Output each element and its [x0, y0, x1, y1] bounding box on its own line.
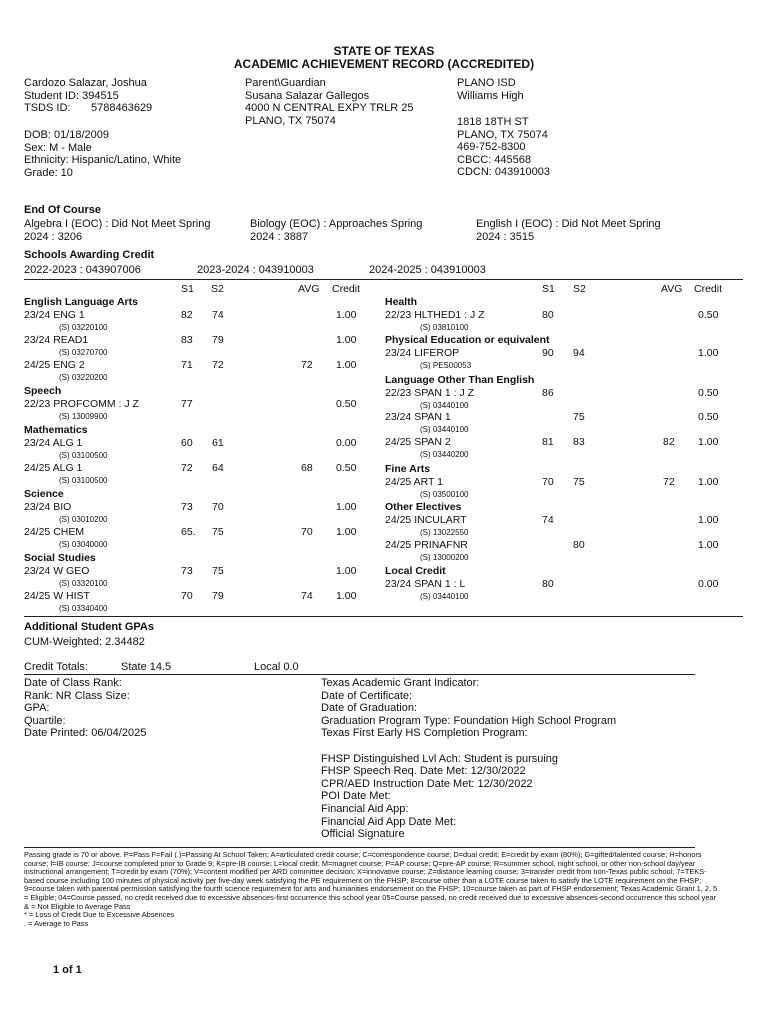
semester-2-grade: 79	[212, 590, 224, 602]
average-grade: 68	[301, 462, 313, 474]
semester-1-grade: 77	[181, 398, 193, 410]
col-avg: AVG	[661, 283, 683, 295]
category-heading: Social Studies	[24, 552, 96, 564]
course-code: (S) 03010200	[59, 515, 108, 524]
schools-heading: Schools Awarding Credit	[24, 249, 155, 261]
course-code: (S) 03220100	[59, 323, 108, 332]
state-credit-total: State 14.5	[121, 661, 172, 673]
category-heading: Science	[24, 488, 64, 500]
semester-2-grade: 75	[573, 476, 585, 488]
grad-line: FHSP Speech Req. Date Met: 12/30/2022	[321, 765, 526, 778]
category-heading: Physical Education or equivalent	[385, 334, 550, 346]
credit-earned: 0.50	[336, 462, 357, 474]
guardian-name: Susana Salazar Gallegos	[245, 89, 370, 102]
course-name: 24/25 CHEM	[24, 526, 85, 538]
course-code: (S) 03440100	[420, 425, 469, 434]
category-heading: Health	[385, 296, 418, 308]
course-name: 24/25 ART 1	[385, 476, 443, 488]
average-grade: 72	[301, 359, 313, 371]
course-code: (S) 03810100	[420, 323, 469, 332]
school-phone: 469-752-8300	[457, 141, 526, 154]
semester-2-grade: 74	[212, 309, 224, 321]
semester-2-grade: 75	[212, 526, 224, 538]
student-demographics	[24, 129, 181, 179]
course-name: 23/24 W GEO	[24, 565, 90, 577]
course-name: 23/24 ENG 1	[24, 309, 85, 321]
semester-2-grade: 79	[212, 334, 224, 346]
col-credit: Credit	[694, 283, 723, 295]
semester-2-grade: 70	[212, 501, 224, 513]
course-name: 23/24 LIFEROP	[385, 347, 460, 359]
col-s2: S2	[573, 283, 586, 295]
course-name: 23/24 BIO	[24, 501, 72, 513]
semester-2-grade: 72	[212, 359, 224, 371]
cdcn: CDCN: 043910003	[457, 166, 550, 179]
grade-legend	[24, 851, 720, 928]
guardian-info	[245, 77, 414, 127]
semester-1-grade: 86	[542, 387, 554, 399]
credit-earned: 1.00	[698, 436, 719, 448]
semester-1-grade: 81	[542, 436, 554, 448]
date-printed: Date Printed: 06/04/2025	[24, 727, 147, 740]
credit-earned: 1.00	[698, 476, 719, 488]
credit-earned: 1.00	[698, 347, 719, 359]
credit-earned: 1.00	[336, 526, 357, 538]
semester-1-grade: 71	[181, 359, 193, 371]
category-heading: Local Credit	[385, 565, 446, 577]
course-name: 24/25 PRINAFNR	[385, 539, 468, 551]
student-id: Student ID: 394515	[24, 89, 119, 102]
credit-earned: 0.00	[336, 437, 357, 449]
course-name: 23/24 SPAN 1	[385, 411, 451, 423]
course-code: (S) 03440100	[420, 592, 469, 601]
credit-earned: 0.50	[698, 309, 719, 321]
course-code: (S) 03040000	[59, 540, 108, 549]
credit-earned: 1.00	[336, 565, 357, 577]
school-credit-item: 2023-2024 : 043910003	[197, 264, 314, 276]
page-number: 1 of 1	[53, 964, 82, 976]
semester-1-grade: 80	[542, 309, 554, 321]
divider	[24, 847, 695, 848]
course-code: (S) 03270700	[59, 348, 108, 357]
average-grade: 72	[663, 476, 675, 488]
grade: Grade: 10	[24, 166, 73, 179]
divider	[24, 616, 743, 617]
grad-line: CPR/AED Instruction Date Met: 12/30/2022	[321, 777, 533, 790]
divider	[24, 279, 743, 280]
sex: Sex: M - Male	[24, 141, 92, 154]
record-title: ACADEMIC ACHIEVEMENT RECORD (ACCREDITED)	[233, 57, 535, 71]
course-name: 24/25 SPAN 2	[385, 436, 451, 448]
course-code: (S) 03100500	[59, 476, 108, 485]
course-name: 23/24 ALG 1	[24, 437, 83, 449]
course-code: (S) 03500100	[420, 490, 469, 499]
col-avg: AVG	[298, 283, 320, 295]
eoc-item: English I (EOC) : Did Not Meet Spring 2024 : 3515	[476, 218, 661, 243]
guardian-address-1: 4000 N CENTRAL EXPY TRLR 25	[245, 102, 414, 115]
course-code: (S) 13009900	[59, 412, 108, 421]
course-code: (S) 03440100	[420, 401, 469, 410]
course-code: (S) 03100500	[59, 451, 108, 460]
graduation-info	[321, 677, 616, 841]
student-info	[24, 77, 153, 115]
guardian-label: Parent\Guardian	[245, 77, 326, 89]
course-code: (S) PES00053	[420, 361, 472, 370]
semester-1-grade: 83	[181, 334, 193, 346]
cum-gpa: CUM-Weighted: 2.34482	[24, 636, 145, 648]
course-code: (S) 13000200	[420, 553, 469, 562]
course-name: 24/25 ALG 1	[24, 462, 83, 474]
semester-1-grade: 65.	[181, 526, 196, 538]
rank-date: Date of Class Rank:	[24, 677, 122, 689]
rank-gpa: GPA:	[24, 702, 50, 715]
col-s1: S1	[542, 283, 555, 295]
eoc-heading: End Of Course	[24, 204, 102, 216]
district-info	[457, 77, 524, 102]
course-code: (S) 03340400	[59, 604, 108, 613]
credit-earned: 1.00	[336, 309, 357, 321]
quartile: Quartile:	[24, 714, 66, 727]
cbcc: CBCC: 445568	[457, 153, 531, 166]
category-heading: English Language Arts	[24, 296, 138, 308]
course-name: 24/25 ENG 2	[24, 359, 85, 371]
rank: Rank: NR Class Size:	[24, 689, 130, 702]
school-address-1: 1818 18TH ST	[457, 116, 529, 128]
category-heading: Other Electives	[385, 501, 462, 513]
school-credit-item: 2022-2023 : 043907006	[24, 264, 141, 276]
grad-line: Texas First Early HS Completion Program:	[321, 727, 528, 740]
grad-line: POI Date Met:	[321, 790, 391, 803]
col-s2: S2	[211, 283, 224, 295]
ethnicity: Ethnicity: Hispanic/Latino, White	[24, 154, 182, 167]
credit-earned: 1.00	[698, 539, 719, 551]
legend-text: Passing grade is 70 or above. P=Pass F=Fail (.)=Passing At School Taken; A=articulated credit course; C=correspondence course; D=dual credit; E=credit by exam (80%); G=gifted/talented course; H=honors course; I=IB course; J=course completed prior to Grade 9; K=pre-IB course; L=local credit; M=magnet course; P=AP course; Q=pre-AP course; R=summer school, night school, or other non-school day/year instructional arrangement; T=credit by exam (70%); V=content modified per ARD committee decision; X=innovative course; Z=distance learning course; 3=transfer credit from non-Texas public school; 7=TEKS-based course including 100 minutes of physical activity per five-day week satisfying the PE requirement on the FHSP; 8=course other than a LOTE course taken to satisfy the LOTE requirement on the FHSP; 9=course taken with parental permission satisfying the fourth science requirement for arts and humanities endorsement on the FHSP; 10=course taken as part of FHSP endorsement; Texas Academic Grant 1, 2, 5 = Eligible; 04=Course passed, no credit received due to excessive absences-first occurrence this school year 05=Course passed, no credit received due to excessive absences-second occurrence this school year	[24, 850, 718, 902]
semester-1-grade: 82	[181, 309, 193, 321]
semester-2-grade: 75	[212, 565, 224, 577]
semester-1-grade: 72	[181, 462, 193, 474]
student-name: Cardozo Salazar, Joshua	[24, 77, 147, 89]
grad-line: Graduation Program Type: Foundation High School Program	[321, 714, 617, 727]
semester-1-grade: 80	[542, 578, 554, 590]
semester-1-grade: 90	[542, 347, 554, 359]
grad-line: Date of Certificate:	[321, 689, 413, 702]
school-address-2: PLANO, TX 75074	[457, 128, 548, 141]
course-code: (S) 03440200	[420, 450, 469, 459]
eoc-item: Biology (EOC) : Approaches Spring 2024 : 3887	[250, 218, 423, 243]
semester-2-grade: 61	[212, 437, 224, 449]
semester-2-grade: 94	[573, 347, 585, 359]
credit-earned: 1.00	[698, 514, 719, 526]
semester-1-grade: 73	[181, 565, 193, 577]
semester-1-grade: 70	[181, 590, 193, 602]
semester-1-grade: 70	[542, 476, 554, 488]
semester-2-grade: 64	[212, 462, 224, 474]
credit-earned: 1.00	[336, 334, 357, 346]
course-code: (S) 13022550	[420, 528, 469, 537]
district-name: PLANO ISD	[457, 77, 516, 89]
credit-earned: 0.50	[336, 398, 357, 410]
divider	[24, 674, 695, 675]
grad-line: Financial Aid App Date Met:	[321, 815, 457, 828]
average-grade: 74	[301, 590, 313, 602]
gpa-heading: Additional Student GPAs	[24, 621, 154, 633]
grad-line	[321, 740, 616, 753]
course-name: 22/23 HLTHED1 : J Z	[385, 309, 485, 321]
dob: DOB: 01/18/2009	[24, 129, 110, 141]
average-grade: 70	[301, 526, 313, 538]
grad-line: FHSP Distinguished Lvl Ach: Student is pursuing	[321, 752, 559, 765]
grad-line: Financial Aid App:	[321, 802, 409, 815]
semester-2-grade: 80	[573, 539, 585, 551]
credit-earned: 1.00	[336, 359, 357, 371]
category-heading: Fine Arts	[385, 463, 431, 475]
category-heading: Speech	[24, 385, 62, 397]
legend-note: & = Not Eligible to Average Pass	[24, 901, 131, 911]
local-credit-total: Local 0.0	[254, 661, 299, 673]
course-name: 22/23 SPAN 1 : J Z	[385, 387, 475, 399]
course-name: 24/25 INCULART	[385, 514, 467, 526]
legend-note: . = Average to Pass	[24, 918, 89, 928]
school-address	[457, 116, 550, 179]
credit-earned: 0.00	[698, 578, 719, 590]
average-grade: 82	[663, 436, 675, 448]
credit-earned: 0.50	[698, 387, 719, 399]
semester-2-grade: 83	[573, 436, 585, 448]
course-code: (S) 03320100	[59, 579, 108, 588]
course-name: 23/24 READ1	[24, 334, 89, 346]
course-name: 23/24 SPAN 1 : L	[385, 578, 466, 590]
semester-2-grade: 75	[573, 411, 585, 423]
category-heading: Language Other Than English	[385, 374, 535, 386]
eoc-item: Algebra I (EOC) : Did Not Meet Spring 2024 : 3206	[24, 218, 211, 243]
col-credit: Credit	[332, 283, 361, 295]
grad-line: Date of Graduation:	[321, 702, 418, 715]
course-name: 22/23 PROFCOMM : J Z	[24, 398, 139, 410]
record-title-state: STATE OF TEXAS	[333, 44, 435, 58]
grad-line: Texas Academic Grant Indicator:	[321, 677, 480, 689]
school-credit-item: 2024-2025 : 043910003	[369, 264, 486, 276]
credit-earned: 1.00	[336, 590, 357, 602]
official-signature: Official Signature	[321, 828, 405, 841]
credit-totals-label: Credit Totals:	[24, 661, 88, 673]
category-heading: Mathematics	[24, 424, 88, 436]
semester-1-grade: 74	[542, 514, 554, 526]
col-s1: S1	[181, 283, 194, 295]
guardian-address-2: PLANO, TX 75074	[245, 114, 336, 127]
credit-earned: 1.00	[336, 501, 357, 513]
semester-1-grade: 60	[181, 437, 193, 449]
school-name: Williams High	[457, 89, 524, 102]
legend-note: * = Loss of Credit Due to Excessive Absences	[24, 910, 175, 920]
course-code: (S) 03220200	[59, 373, 108, 382]
course-name: 24/25 W HIST	[24, 590, 90, 602]
semester-1-grade: 73	[181, 501, 193, 513]
tsds-id: TSDS ID: 5788463629	[24, 102, 153, 115]
rank-info	[24, 677, 146, 740]
credit-earned: 0.50	[698, 411, 719, 423]
